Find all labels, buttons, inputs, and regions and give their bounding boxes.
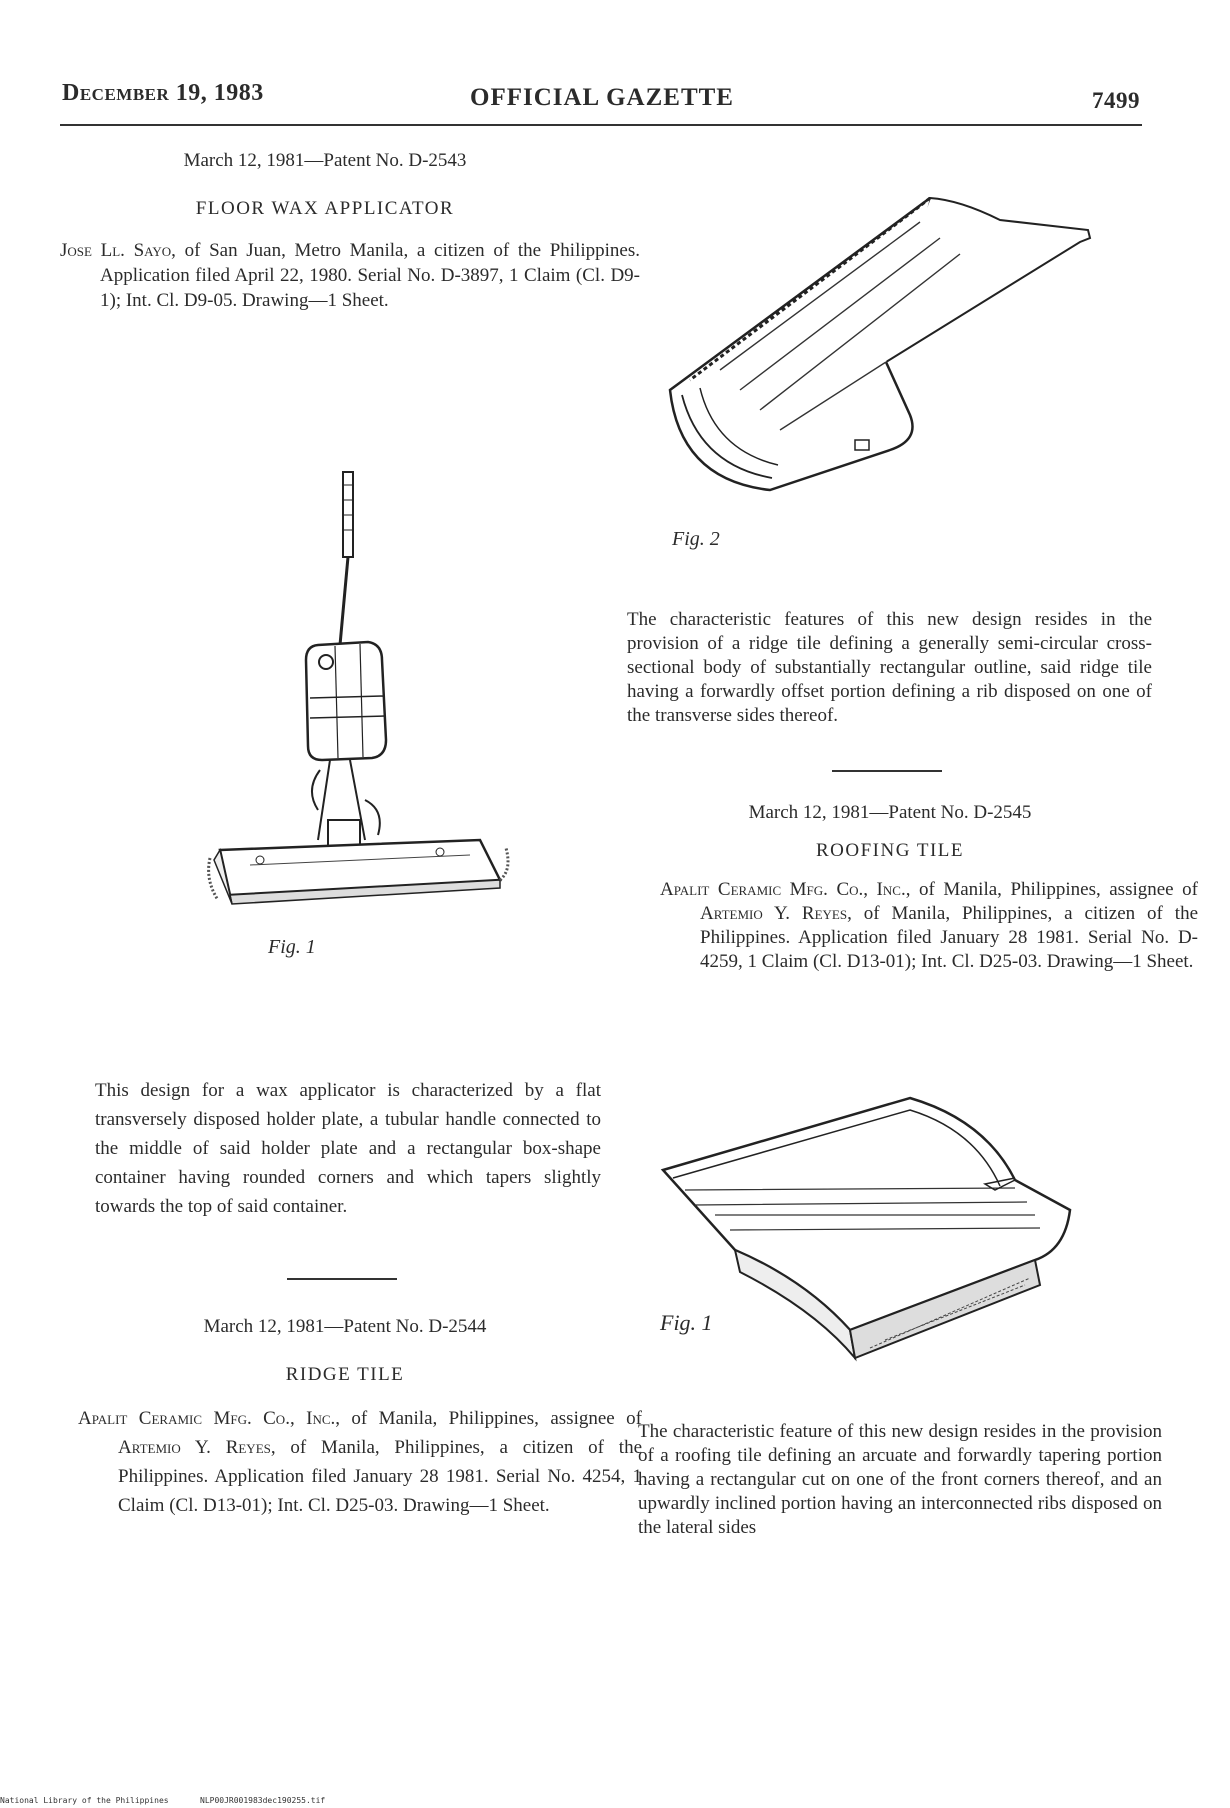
floor-wax-applicator-drawing [200,460,540,980]
d2543-figure-label: Fig. 1 [268,936,316,958]
d2544-title: RIDGE TILE [285,1364,405,1385]
ridge-tile-drawing [660,190,1100,530]
section-divider-2 [832,770,942,772]
footer-library: National Library of the Philippines [0,1796,169,1805]
d2543-title: FLOOR WAX APPLICATOR [195,198,455,219]
d2543-description: This design for a wax applicator is characterized by a flat transversely disposed holder plate, a tubular handle connected to the middle of said holder plate and a rectangular box-shape container having rounded corners and which tapers slightly towards the top of said container. [95,1080,601,1217]
roofing-tile-drawing [655,1090,1145,1370]
d2544-text1: of Manila, Philippines, assignee of [340,1408,642,1429]
d2545-text2: of Manila, Philippines, a citizen of the Philippines. Application filed January 28 1981. Serial No. D-4259, 1 Claim (Cl. D13-01); Int. Cl. D25-03. Drawing—1 Sheet. [700,903,1198,972]
d2545-assignor: Apalit Ceramic Mfg. Co., Inc., [660,879,911,900]
d2543-details [60,238,640,313]
header-rule [60,124,1142,126]
d2545-details [660,878,1198,974]
d2544-description: The characteristic features of this new design resides in the provision of a ridge tile defining a generally semi-circular cross-sectional body of substantially rectangular outline, said ridge tile having a forwardly offset portion defining a rib disposed on one of the transverse sides thereof. [627,609,1152,726]
d2545-description: The characteristic feature of this new design resides in the provision of a roofing tile defining an arcuate and forwardly tapering portion having a rectangular cut on one of the front corners thereof, and an upwardly inclined portion having an interconnected ribs disposed on the lateral sides [638,1421,1162,1538]
d2545-text1: of Manila, Philippines, assignee of [910,879,1198,900]
d2543-details-text: of San Juan, Metro Manila, a citizen of the Philippines. Application filed April 22, 1980. Serial No. D-3897, 1 Claim (Cl. D9-1); Int. Cl. D9-05. Drawing—1 Sheet. [100,240,640,311]
d2543-date-line: March 12, 1981—Patent No. D-2543 [183,150,467,171]
d2545-assignee: Artemio Y. Reyes, [700,903,852,924]
d2544-text2: of Manila, Philippines, a citizen of the Philippines. Application filed January 28 1981. Serial No. 4254, 1 Claim (Cl. D13-01); Int. Cl. D25-03. Drawing—1 Sheet. [118,1437,643,1516]
d2544-details [78,1404,642,1520]
d2545-figure-label: Fig. 1 [660,1310,713,1335]
section-divider [287,1278,397,1280]
gazette-date: December 19, 1983 [62,80,264,106]
footer-file: NLP00JR001983dec190255.tif [200,1796,326,1805]
d2544-date-line: March 12, 1981—Patent No. D-2544 [203,1316,487,1337]
d2544-assignor: Apalit Ceramic Mfg. Co., Inc., [78,1408,340,1429]
page-number: 7499 [1092,88,1140,113]
d2545-title: ROOFING TILE [815,840,964,861]
d2544-assignee: Artemio Y. Reyes, [118,1437,276,1458]
d2543-inventor: Jose Ll. Sayo, [60,240,176,261]
gazette-title: OFFICIAL GAZETTE [470,84,734,111]
d2544-figure-label: Fig. 2 [672,528,720,550]
d2545-date-line: March 12, 1981—Patent No. D-2545 [748,802,1032,823]
